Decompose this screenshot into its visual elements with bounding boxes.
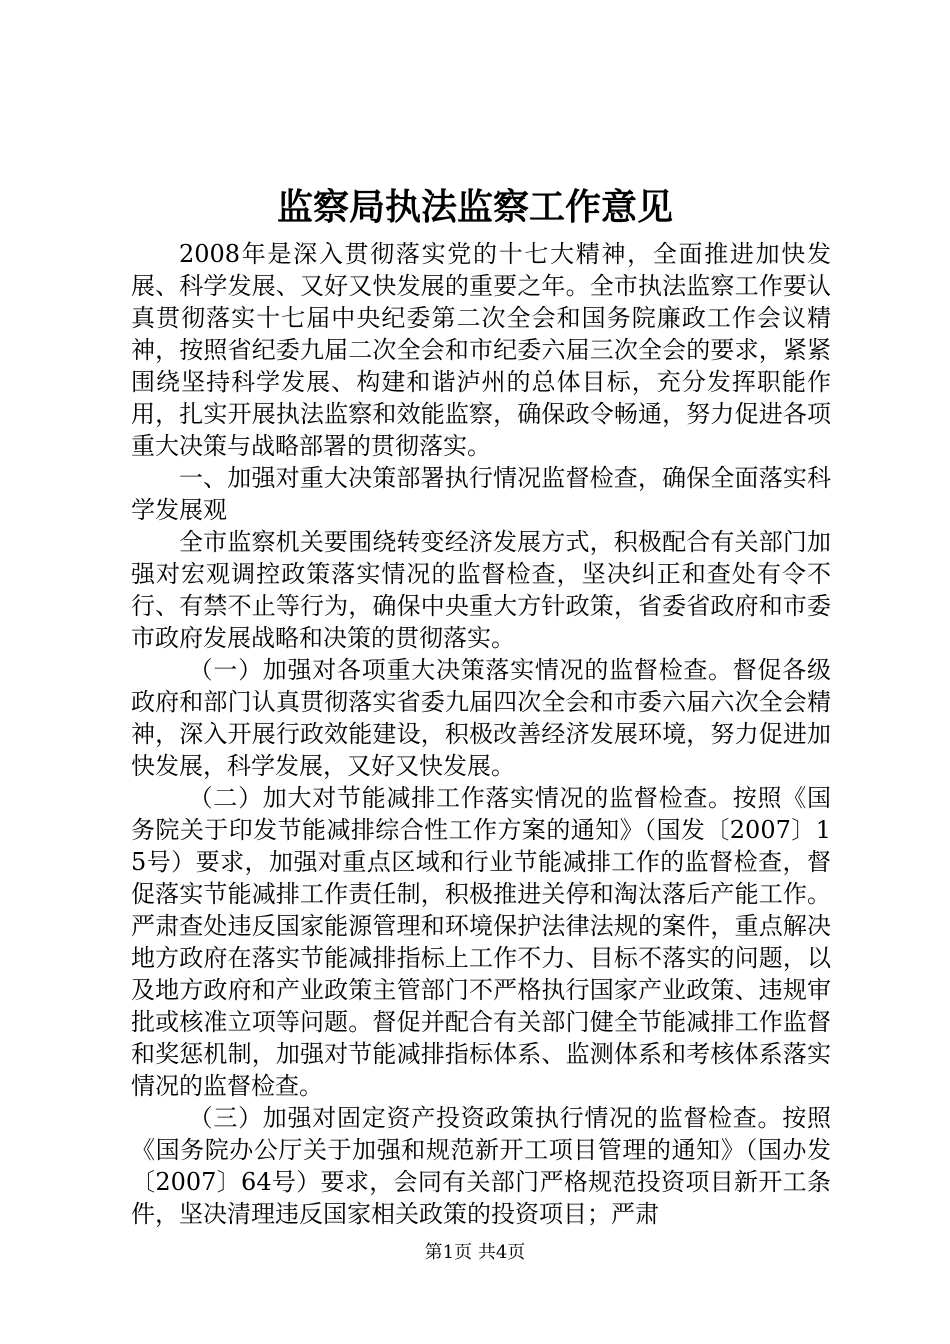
page-footer: 第1页 共4页 <box>424 1242 526 1263</box>
document-title: 监察局执法监察工作意见 <box>276 186 673 228</box>
paragraph-item-1: （一）加强对各项重大决策落实情况的监督检查。督促各级政府和部门认真贯彻落实省委九届四次全会和市委六届六次全会精神，深入开展行政效能建设，积极改善经济发展环境，努力促进加快发展，科学发展，又好又快发展。 <box>131 656 831 780</box>
paragraph-intro: 2008年是深入贯彻落实党的十七大精神，全面推进加快发展、科学发展、又好又快发展的重要之年。全市执法监察工作要认真贯彻落实十七届中央纪委第二次全会和国务院廉政工作会议精神，按照省纪委九届二次全会和市纪委六届三次全会的要求，紧紧围绕坚持科学发展、构建和谐泸州的总体目标，充分发挥职能作用，扎实开展执法监察和效能监察，确保政令畅通，努力促进各项重大决策与战略部署的贯彻落实。 <box>131 240 831 460</box>
paragraph-item-3: （三）加强对固定资产投资政策执行情况的监督检查。按照《国务院办公厅关于加强和规范新开工项目管理的通知》（国办发〔2007〕64号）要求，会同有关部门严格规范投资项目新开工条件，坚决清理违反国家相关政策的投资项目；严肃 <box>131 1104 831 1228</box>
document-body <box>131 238 831 1230</box>
paragraph-item-2: （二）加大对节能减排工作落实情况的监督检查。按照《国务院关于印发节能减排综合性工作方案的通知》（国发〔2007〕15号）要求，加强对重点区域和行业节能减排工作的监督检查，督促落实节能减排工作责任制，积极推进关停和淘汰落后产能工作。严肃查处违反国家能源管理和环境保护法律法规的案件，重点解决地方政府在落实节能减排指标上工作不力、目标不落实的问题，以及地方政府和产业政策主管部门不严格执行国家产业政策、违规审批或核准立项等问题。督促并配合有关部门健全节能减排工作监督和奖惩机制，加强对节能减排指标体系、监测体系和考核体系落实情况的监督检查。 <box>131 784 831 1100</box>
paragraph-heading-1: 一、加强对重大决策部署执行情况监督检查，确保全面落实科学发展观 <box>131 464 831 524</box>
paragraph-section-1: 全市监察机关要围绕转变经济发展方式，积极配合有关部门加强对宏观调控政策落实情况的监督检查，坚决纠正和查处有令不行、有禁不止等行为，确保中央重大方针政策，省委省政府和市委市政府发展战略和决策的贯彻落实。 <box>131 528 831 652</box>
